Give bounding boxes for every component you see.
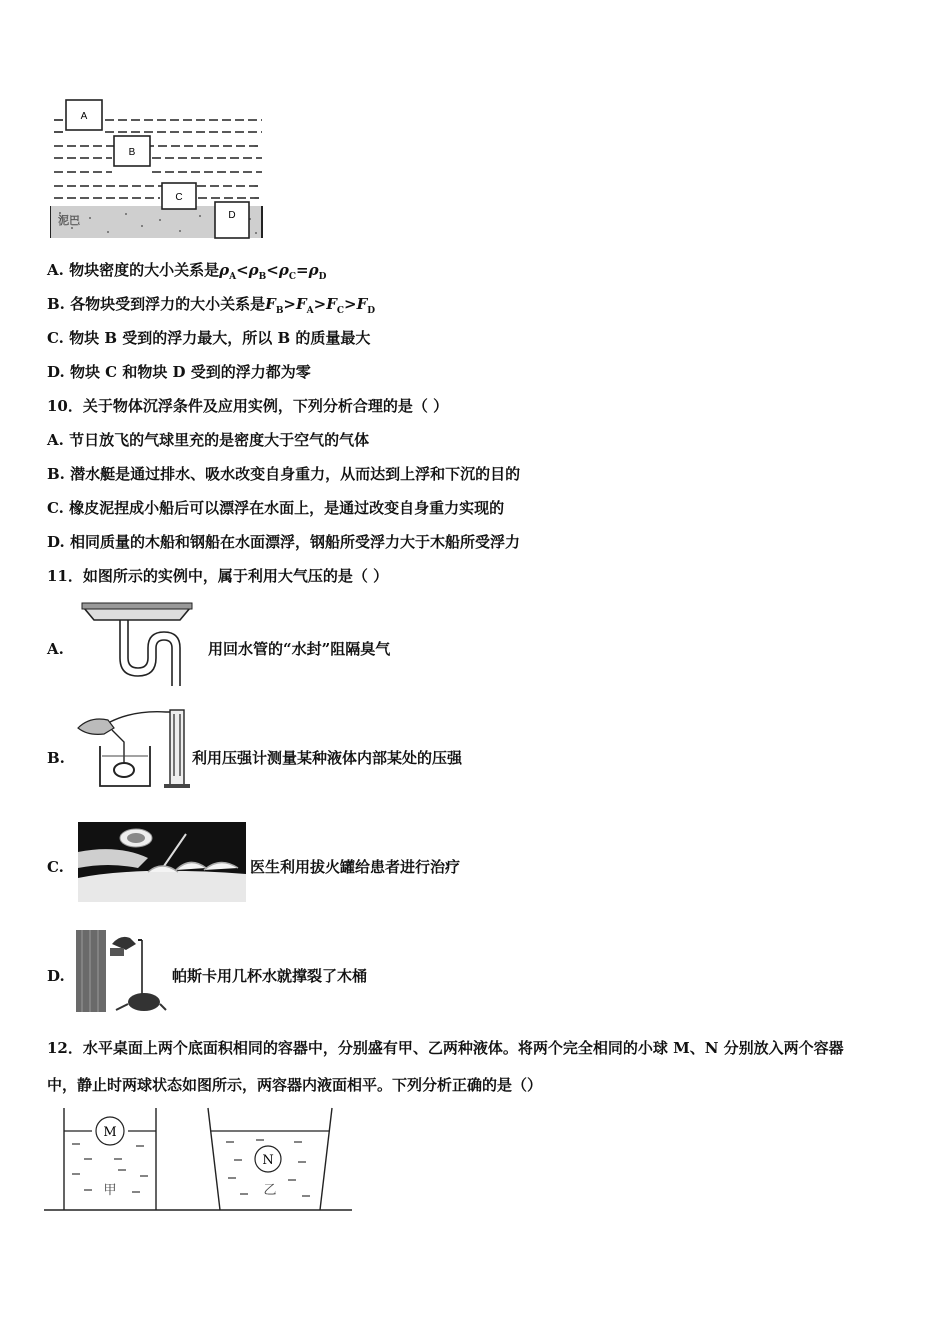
- q10-option-b: B. 潜水艇是通过排水、吸水改变自身重力，从而达到上浮和下沉的目的: [47, 465, 521, 483]
- q9-option-b: B. 各物块受到浮力的大小关系是$F_B>F_A>F_C>F_D$: [47, 295, 376, 316]
- q12-stem-line2: 中，静止时两球状态如图所示，两容器内液面相平。下列分析正确的是（）: [47, 1076, 543, 1094]
- q9-option-c: C. 物块 B 受到的浮力最大，所以 B 的质量最大: [47, 329, 371, 347]
- liquid-right-label: 乙: [263, 1183, 277, 1198]
- block-d-label: D: [228, 210, 236, 221]
- q10-stem: 10．关于物体沉浮条件及应用实例，下列分析合理的是（ ）: [47, 397, 449, 415]
- q11-option-a-text: 用回水管的“水封”阻隔臭气: [208, 640, 391, 658]
- q11-option-d-text: 帕斯卡用几杯水就撑裂了木桶: [172, 967, 368, 985]
- q9-option-d: D. 物块 C 和物块 D 受到的浮力都为零: [47, 363, 311, 381]
- q11-option-a-letter: A.: [47, 640, 64, 658]
- q10-option-d: D. 相同质量的木船和钢船在水面漂浮，钢船所受浮力大于木船所受浮力: [47, 533, 520, 551]
- pressure-gauge-figure: [74, 706, 194, 790]
- block-b-label: B: [128, 147, 136, 158]
- ball-n-label: N: [262, 1153, 274, 1168]
- pascal-barrel-figure: [76, 930, 168, 1012]
- q11-option-c-text: 医生利用拔火罐给患者进行治疗: [250, 858, 461, 876]
- q11-option-b-text: 利用压强计测量某种液体内部某处的压强: [192, 749, 463, 767]
- q12-stem-line1: 12．水平桌面上两个底面积相同的容器中，分别盛有甲、乙两种液体。将两个完全相同的小球 M、N 分别放入两个容器: [47, 1039, 844, 1057]
- two-containers-figure: [44, 1104, 354, 1214]
- mud-label: 泥巴: [58, 214, 80, 227]
- block-c-label: C: [175, 192, 183, 203]
- cupping-figure: [78, 822, 246, 902]
- q10-option-c: C. 橡皮泥捏成小船后可以漂浮在水面上，是通过改变自身重力实现的: [47, 499, 505, 517]
- block-a-label: A: [80, 111, 88, 122]
- q11-stem: 11．如图所示的实例中，属于利用大气压的是（ ）: [47, 567, 389, 585]
- q11-option-b-letter: B.: [47, 749, 65, 767]
- drain-trap-figure: [80, 598, 195, 686]
- liquid-left-label: 甲: [103, 1183, 117, 1198]
- q11-option-c-letter: C.: [47, 858, 64, 876]
- q9-option-a: A. 物块密度的大小关系是$\rho_A<\rho_B<\rho_C=\rho_D$: [47, 261, 327, 282]
- blocks-in-water-figure: [50, 98, 265, 240]
- q11-option-d-letter: D.: [47, 967, 65, 985]
- ball-m-label: M: [103, 1125, 117, 1140]
- q10-option-a: A. 节日放飞的气球里充的是密度大于空气的气体: [47, 431, 370, 449]
